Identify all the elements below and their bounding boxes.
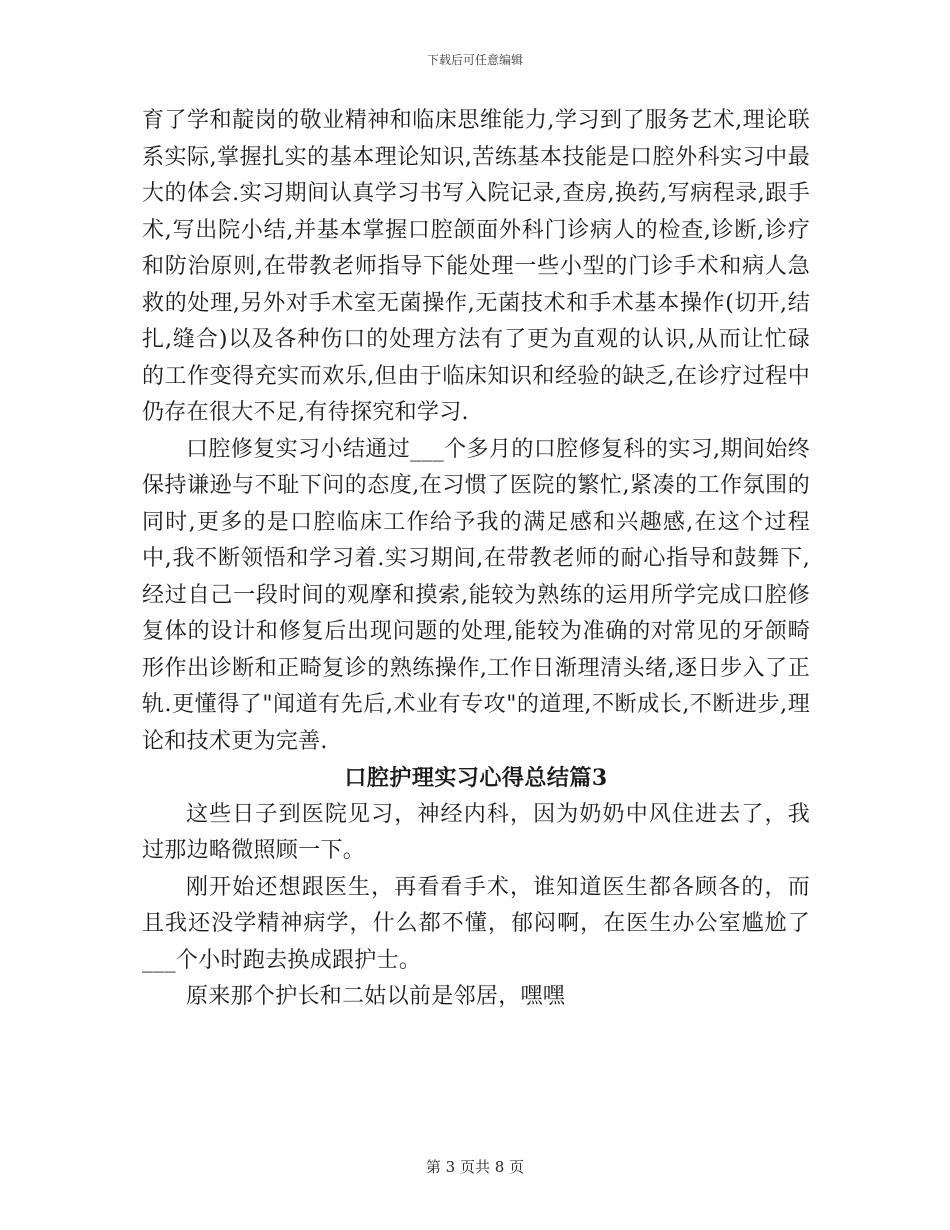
section-paragraph-1: 这些日子到医院见习，神经内科，因为奶奶中风住进去了，我过那边略微照顾一下。 (142, 801, 810, 863)
page-header: 下载后可任意编辑 (426, 53, 523, 67)
section-title: 口腔护理实习心得总结篇3 (344, 765, 608, 791)
body-paragraph-1: 育了学和靛岗的敬业精神和临床思维能力,学习到了服务艺术,理论联系实际,掌握扎实的基本理论知识,苦练基本技能是口腔外科实习中最大的体会.实习期间认真学习书写入院记录,查房,换药,写病程录,跟手术,写出院小结,并基本掌握口腔颌面外科门诊病人的检查,诊断,诊疗和防治原则,在带教老师指导下能处理一些小型的门诊手术和病人急救的处理,另外对手术室无菌操作,无菌技术和手术基本操作(切开,结扎,缝合)以及各种伤口的处理方法有了更为直观的认识,从而让忙碌的工作变得充实而欢乐,但由于临床知识和经验的缺乏,在诊疗过程中仍存在很大不足,有待探究和学习. (142, 108, 810, 425)
body-paragraph-2: 口腔修复实习小结通过___个多月的口腔修复科的实习,期间始终保持谦逊与不耻下问的态度,在习惯了医院的繁忙,紧凑的工作氛围的同时,更多的是口腔临床工作给予我的满足感和兴趣感,在这个过程中,我不断领悟和学习着.实习期间,在带教老师的耐心指导和鼓舞下,经过自己一段时间的观摩和摸索,能较为熟练的运用所学完成口腔修复体的设计和修复后出现问题的处理,能较为准确的对常见的牙颌畸形作出诊断和正畸复诊的熟练操作,工作日渐理清头绪,逐日步入了正轨.更懂得了"闻道有先后,术业有专攻"的道理,不断成长,不断进步,理论和技术更为完善. (142, 436, 810, 754)
section-paragraph-3: 原来那个护长和二姑以前是邻居，嘿嘿 (186, 984, 566, 1009)
section-paragraph-2: 刚开始还想跟医生，再看看手术，谁知道医生都各顾各的，而且我还没学精神病学，什么都不懂，郁闷啊，在医生办公室尴尬了___个小时跑去换成跟护士。 (142, 874, 810, 973)
document-body (142, 103, 810, 1016)
page-footer: 第 3 页共 8 页 (425, 1158, 525, 1176)
